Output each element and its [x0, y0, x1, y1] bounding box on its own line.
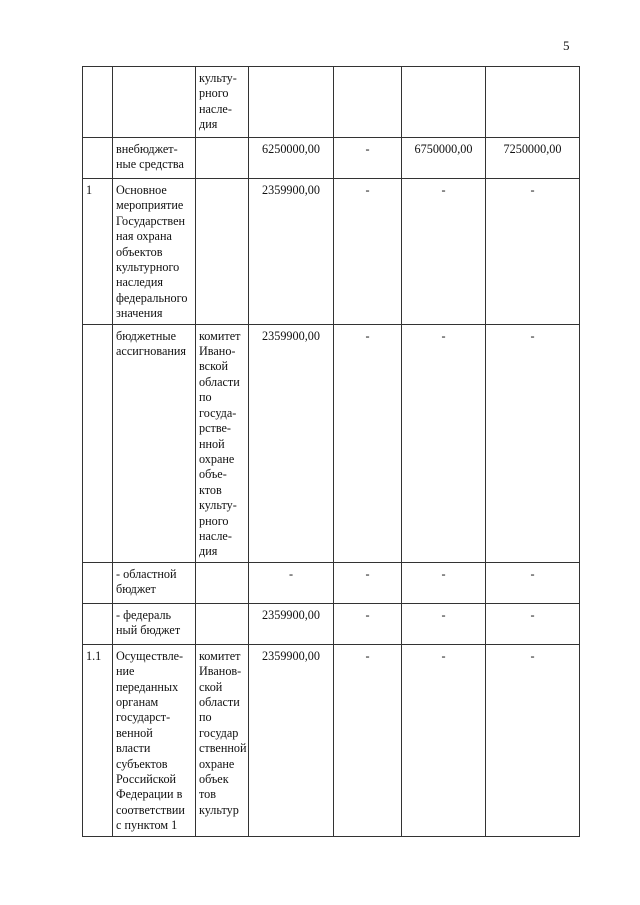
item-name-cell	[113, 67, 196, 138]
amount-cell	[402, 67, 486, 138]
table-row	[83, 644, 580, 836]
executor-cell	[196, 603, 249, 644]
amount-cell: -	[486, 562, 580, 603]
executor-cell: комитет Иванов- ской области по государ ственной охране объек тов культур	[196, 644, 249, 836]
amount-cell: -	[402, 324, 486, 562]
table-row	[83, 138, 580, 179]
amount-cell: -	[486, 179, 580, 325]
amount-cell: -	[402, 562, 486, 603]
row-number-cell	[83, 562, 113, 603]
item-name-cell: - федераль ный бюджет	[113, 603, 196, 644]
amount-cell: -	[402, 644, 486, 836]
item-name-cell: Осуществле- ние переданных органам государст- венной власти субъектов Российской Федерации в соответствии с пунктом 1	[113, 644, 196, 836]
amount-cell: -	[334, 179, 402, 325]
amount-cell: -	[486, 603, 580, 644]
budget-table	[82, 66, 580, 837]
table-row	[83, 562, 580, 603]
item-name-cell: бюджетные ассигнования	[113, 324, 196, 562]
executor-cell	[196, 138, 249, 179]
amount-cell: 6750000,00	[402, 138, 486, 179]
row-number-cell: 1.1	[83, 644, 113, 836]
executor-cell	[196, 562, 249, 603]
item-name-cell: - областной бюджет	[113, 562, 196, 603]
amount-cell: 6250000,00	[249, 138, 334, 179]
table-row	[83, 324, 580, 562]
table-row	[83, 179, 580, 325]
page-number: 5	[563, 38, 570, 53]
row-number-cell	[83, 324, 113, 562]
amount-cell: -	[334, 562, 402, 603]
row-number-cell	[83, 138, 113, 179]
amount-cell: 2359900,00	[249, 324, 334, 562]
executor-cell: комитет Ивано- вской области по госуда- рстве- нной охране объе- ктов культу- рного насле- дия	[196, 324, 249, 562]
executor-cell	[196, 179, 249, 325]
amount-cell: 2359900,00	[249, 179, 334, 325]
amount-cell	[486, 67, 580, 138]
amount-cell: -	[402, 179, 486, 325]
amount-cell: -	[334, 603, 402, 644]
amount-cell: -	[334, 324, 402, 562]
item-name-cell: Основное мероприятие Государствен ная охрана объектов культурного наследия федерального значения	[113, 179, 196, 325]
row-number-cell	[83, 67, 113, 138]
amount-cell	[249, 67, 334, 138]
row-number-cell: 1	[83, 179, 113, 325]
amount-cell: 2359900,00	[249, 603, 334, 644]
table-row	[83, 67, 580, 138]
amount-cell: -	[334, 138, 402, 179]
amount-cell: -	[402, 603, 486, 644]
amount-cell: -	[486, 324, 580, 562]
item-name-cell: внебюджет- ные средства	[113, 138, 196, 179]
amount-cell: 7250000,00	[486, 138, 580, 179]
amount-cell: -	[334, 644, 402, 836]
amount-cell: -	[249, 562, 334, 603]
amount-cell: -	[486, 644, 580, 836]
executor-cell: культу- рного насле- дия	[196, 67, 249, 138]
amount-cell	[334, 67, 402, 138]
table-row	[83, 603, 580, 644]
row-number-cell	[83, 603, 113, 644]
amount-cell: 2359900,00	[249, 644, 334, 836]
